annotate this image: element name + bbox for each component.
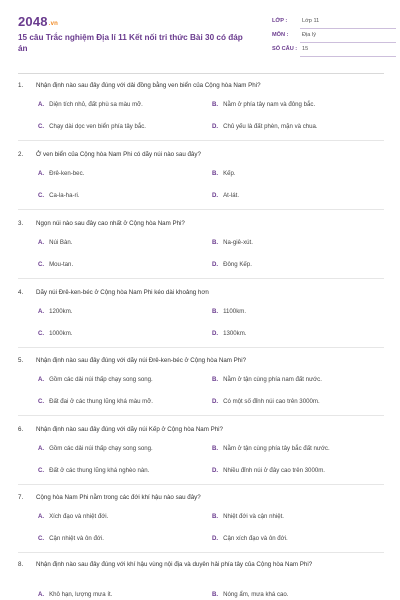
option-b[interactable] xyxy=(212,444,330,453)
option-text: Chủ yếu là đất phèn, mặn và chua. xyxy=(223,123,318,130)
option-text: Có một số đỉnh núi cao trên 3000m. xyxy=(223,398,320,405)
question-7 xyxy=(18,493,384,542)
option-c[interactable] xyxy=(38,122,146,131)
option-d[interactable] xyxy=(212,260,252,269)
option-text: Đất ở các thung lũng khá nghèo nàn. xyxy=(49,467,150,474)
meta-underline xyxy=(300,42,396,43)
option-letter: C. xyxy=(38,398,45,405)
option-c[interactable] xyxy=(38,534,104,543)
option-text: Ca-la-ha-ri. xyxy=(49,192,80,199)
option-b[interactable] xyxy=(212,307,246,316)
option-text: Chạy dài dọc ven biển phía tây bắc. xyxy=(49,123,146,130)
option-letter: A. xyxy=(38,376,45,383)
option-letter: B. xyxy=(212,376,219,383)
question-number: 5. xyxy=(18,357,24,364)
option-b[interactable] xyxy=(212,590,288,599)
question-number: 8. xyxy=(18,561,24,568)
option-letter: A. xyxy=(38,445,45,452)
option-letter: B. xyxy=(212,308,219,315)
option-a[interactable] xyxy=(38,169,84,178)
meta-box xyxy=(272,16,396,58)
question-stem xyxy=(18,356,384,366)
option-letter: B. xyxy=(212,445,219,452)
option-a[interactable] xyxy=(38,375,153,384)
option-a[interactable] xyxy=(38,444,153,453)
option-letter: A. xyxy=(38,170,45,177)
question-stem xyxy=(18,150,384,160)
option-c[interactable] xyxy=(38,260,73,269)
option-text: Nóng ẩm, mưa khá cao. xyxy=(223,591,289,598)
option-letter: A. xyxy=(38,513,45,520)
question-number: 3. xyxy=(18,220,24,227)
option-letter: D. xyxy=(212,192,219,199)
option-letter: C. xyxy=(38,123,45,130)
option-text: Gồm các dải núi thấp chạy song song. xyxy=(49,376,153,383)
option-letter: D. xyxy=(212,398,219,405)
option-text: Nằm ở phía tây nam và đông bắc. xyxy=(223,101,316,108)
question-stem xyxy=(18,493,384,503)
option-letter: B. xyxy=(212,591,219,598)
option-text: Gồm các dải núi thấp chạy song song. xyxy=(49,445,153,452)
option-c[interactable] xyxy=(38,329,72,338)
option-text: 1300km. xyxy=(223,330,247,337)
meta-label: MÔN : xyxy=(272,32,289,38)
meta-row-class xyxy=(272,16,396,30)
option-letter: B. xyxy=(212,513,219,520)
question-number: 1. xyxy=(18,82,24,89)
option-b[interactable] xyxy=(212,100,315,109)
header-divider xyxy=(18,73,384,74)
meta-value: 15 xyxy=(302,46,309,52)
option-d[interactable] xyxy=(212,397,320,406)
question-text: Dãy núi Đrê-ken-béc ở Cộng hòa Nam Phi kéo dài khoảng hơn xyxy=(36,289,209,296)
option-d[interactable] xyxy=(212,466,325,475)
option-d[interactable] xyxy=(212,122,318,131)
option-text: Na-giê-xút. xyxy=(223,239,253,246)
question-text: Nhận định nào sau đây đúng với dải đồng bằng ven biển của Cộng hòa Nam Phi? xyxy=(36,82,261,89)
question-number: 2. xyxy=(18,151,24,158)
option-letter: A. xyxy=(38,239,45,246)
option-letter: D. xyxy=(212,330,219,337)
option-d[interactable] xyxy=(212,329,246,338)
meta-value: Lớp 11 xyxy=(302,18,320,24)
option-letter: B. xyxy=(212,239,219,246)
option-a[interactable] xyxy=(38,307,72,316)
question-1 xyxy=(18,81,384,130)
option-text: Cận xích đạo và ôn đới. xyxy=(223,535,288,542)
option-letter: B. xyxy=(212,170,219,177)
option-text: 1000km. xyxy=(49,330,73,337)
question-text: Nhận định nào sau đây đúng với khí hậu vùng nội địa và duyên hải phía tây của Cộng hòa Nam Phi? xyxy=(36,561,313,568)
option-text: Diện tích nhỏ, đất phù sa màu mỡ. xyxy=(49,101,143,108)
option-text: Nhiệt đới và cận nhiệt. xyxy=(223,513,284,520)
option-letter: D. xyxy=(212,467,219,474)
option-letter: C. xyxy=(38,261,45,268)
option-d[interactable] xyxy=(212,534,288,543)
question-4 xyxy=(18,288,384,337)
question-divider xyxy=(18,347,384,348)
option-text: 1200km. xyxy=(49,308,73,315)
question-number: 7. xyxy=(18,494,24,501)
question-divider xyxy=(18,140,384,141)
meta-label: SỐ CÂU : xyxy=(272,46,298,52)
question-text: Cộng hòa Nam Phi nằm trong các đới khí hậu nào sau đây? xyxy=(36,494,201,501)
question-stem xyxy=(18,288,384,298)
question-stem xyxy=(18,219,384,229)
logo-main: 2048 xyxy=(18,14,48,29)
question-stem xyxy=(18,81,384,91)
meta-underline xyxy=(300,56,396,57)
question-8 xyxy=(18,560,384,598)
worksheet-header xyxy=(18,12,384,70)
option-text: Kếp. xyxy=(223,170,236,177)
option-a[interactable] xyxy=(38,590,112,599)
option-text: Mou-tan. xyxy=(49,261,74,268)
question-text: Ngọn núi nào sau đây cao nhất ở Cộng hòa Nam Phi? xyxy=(36,220,185,227)
option-letter: B. xyxy=(212,101,219,108)
option-a[interactable] xyxy=(38,100,143,109)
question-stem xyxy=(18,560,384,570)
question-stem xyxy=(18,425,384,435)
meta-value: Địa lý xyxy=(302,32,316,38)
option-letter: D. xyxy=(212,261,219,268)
option-d[interactable] xyxy=(212,191,239,200)
option-c[interactable] xyxy=(38,191,80,200)
question-text: Nhận định nào sau đây đúng với dãy núi Kếp ở Cộng hòa Nam Phi? xyxy=(36,426,223,433)
option-text: Khô hạn, lượng mưa ít. xyxy=(49,591,113,598)
option-b[interactable] xyxy=(212,512,284,521)
option-text: Nằm ở tận cùng phía tây bắc đất nước. xyxy=(223,445,330,452)
document-title: 15 câu Trắc nghiệm Địa lí 11 Kết nối tri thức Bài 30 có đáp án xyxy=(18,33,243,53)
option-letter: C. xyxy=(38,330,45,337)
meta-row-subject xyxy=(272,30,396,44)
option-text: Nhiều đỉnh núi ở đây cao trên 3000m. xyxy=(223,467,325,474)
option-a[interactable] xyxy=(38,238,72,247)
option-text: Đông Kếp. xyxy=(223,261,252,268)
question-number: 4. xyxy=(18,289,24,296)
option-a[interactable] xyxy=(38,512,108,521)
option-text: Đrê-ken-bec. xyxy=(49,170,85,177)
logo-suffix: .vn xyxy=(48,21,59,27)
option-c[interactable] xyxy=(38,466,149,475)
option-letter: C. xyxy=(38,192,45,199)
option-b[interactable] xyxy=(212,238,253,247)
question-divider xyxy=(18,484,384,485)
option-letter: A. xyxy=(38,591,45,598)
question-divider xyxy=(18,415,384,416)
option-text: Núi Bàn. xyxy=(49,239,73,246)
meta-row-count xyxy=(272,44,396,58)
question-text: Ở ven biển của Cộng hòa Nam Phi có dãy núi nào sau đây? xyxy=(36,151,201,158)
question-2 xyxy=(18,150,384,199)
question-divider xyxy=(18,209,384,210)
option-text: Xích đạo và nhiệt đới. xyxy=(49,513,109,520)
question-5 xyxy=(18,356,384,405)
question-3 xyxy=(18,219,384,268)
question-6 xyxy=(18,425,384,474)
meta-underline xyxy=(300,28,396,29)
option-letter: A. xyxy=(38,308,45,315)
option-letter: C. xyxy=(38,467,45,474)
option-text: Đất đai ở các thung lũng khá màu mỡ. xyxy=(49,398,153,405)
question-text: Nhận định nào sau đây đúng với dãy núi Đrê-ken-béc ở Cộng hòa Nam Phi? xyxy=(36,357,247,364)
option-text: Cận nhiệt và ôn đới. xyxy=(49,535,104,542)
question-divider xyxy=(18,278,384,279)
option-text: Nằm ở tận cùng phía nam đất nước. xyxy=(223,376,322,383)
question-number: 6. xyxy=(18,426,24,433)
option-c[interactable] xyxy=(38,397,153,406)
option-text: 1100km. xyxy=(223,308,247,315)
question-divider xyxy=(18,552,384,553)
option-letter: C. xyxy=(38,535,45,542)
option-b[interactable] xyxy=(212,375,322,384)
option-letter: D. xyxy=(212,535,219,542)
site-logo[interactable] xyxy=(18,14,58,29)
option-letter: D. xyxy=(212,123,219,130)
option-b[interactable] xyxy=(212,169,236,178)
meta-label: LỚP : xyxy=(272,18,288,24)
option-letter: A. xyxy=(38,101,45,108)
option-text: At-lát. xyxy=(223,192,240,199)
